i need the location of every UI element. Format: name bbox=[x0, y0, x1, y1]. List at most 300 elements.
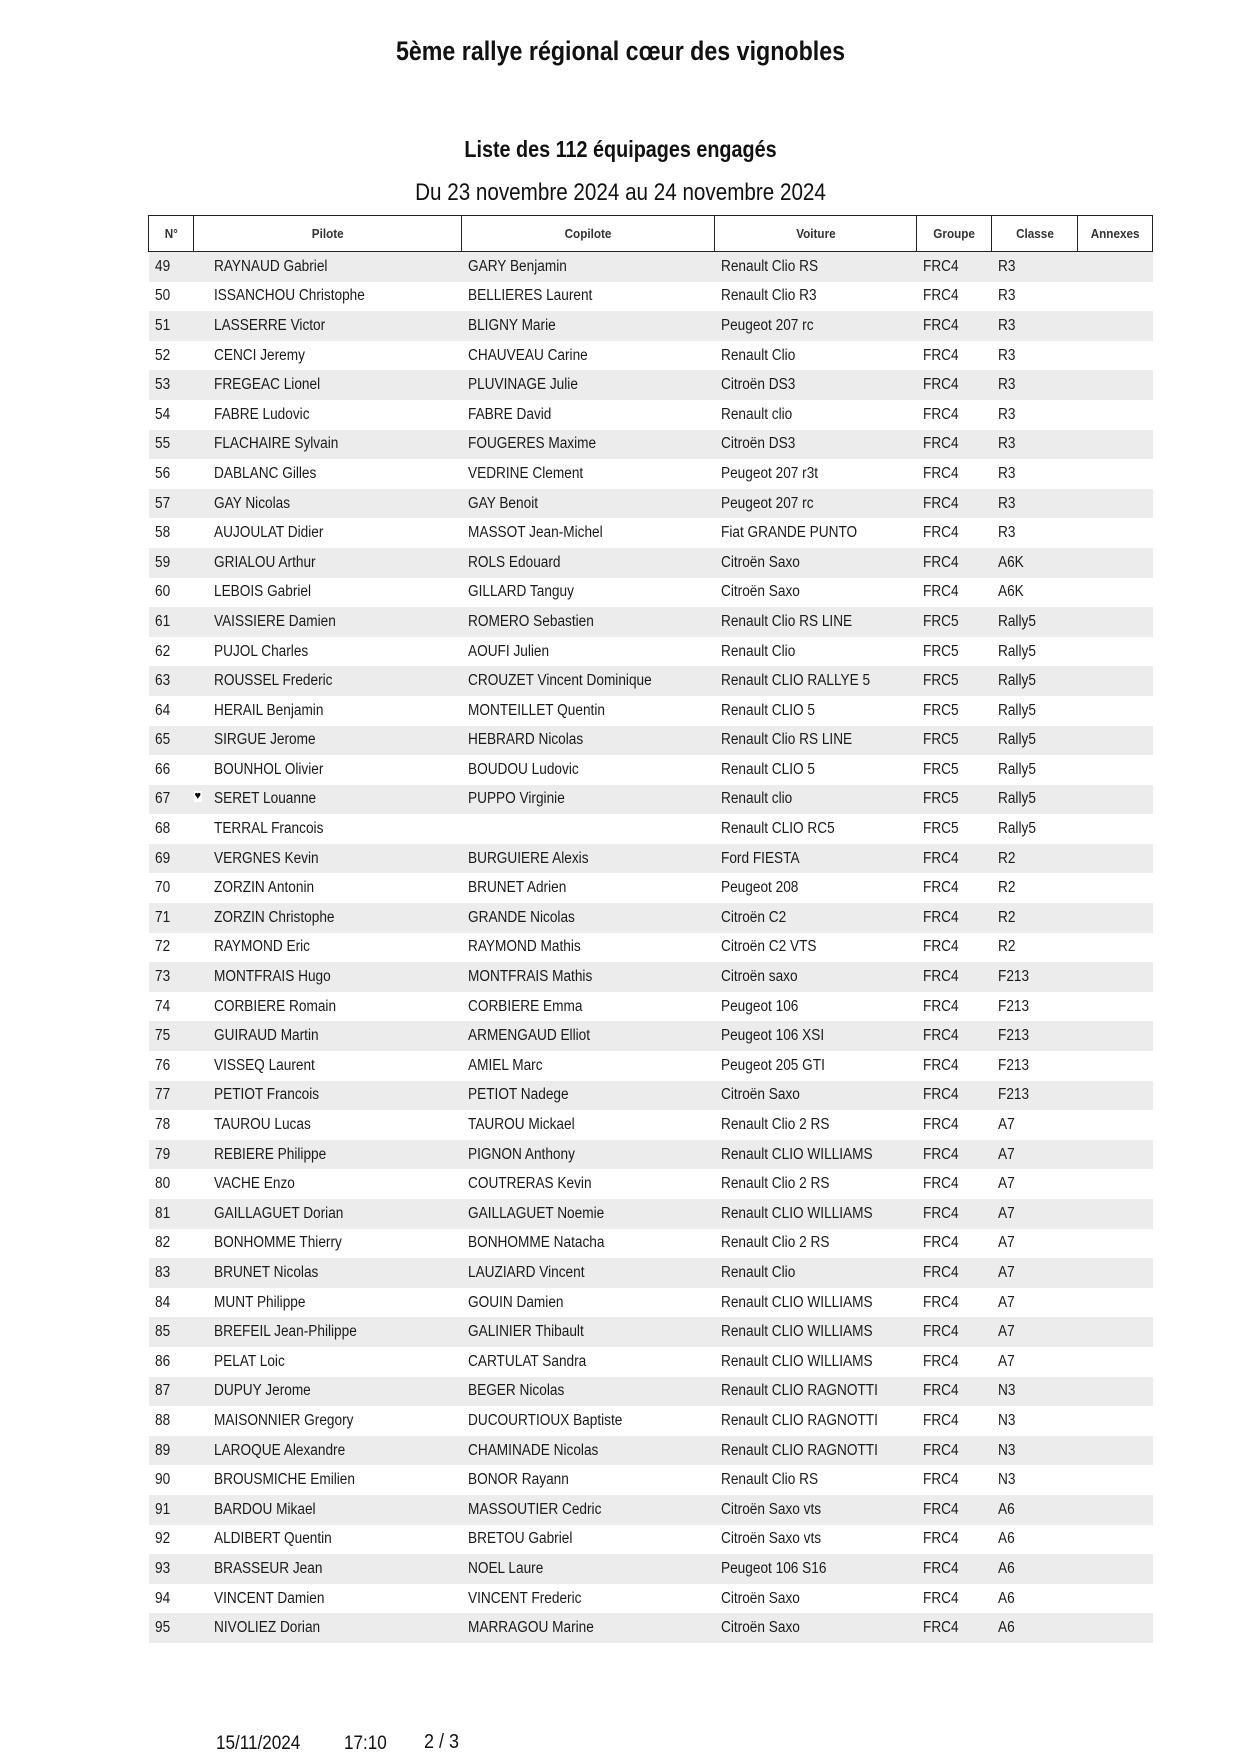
cell-pilote: CENCI Jeremy bbox=[194, 341, 462, 371]
table-row bbox=[149, 873, 1153, 903]
cell-classe: R3 bbox=[992, 489, 1078, 519]
cell-num: 53 bbox=[149, 370, 194, 400]
cell-annexes bbox=[1078, 1169, 1153, 1199]
cell-copilote: GALINIER Thibault bbox=[462, 1317, 715, 1347]
cell-pilote: PELAT Loic bbox=[194, 1347, 462, 1377]
cell-classe: A6 bbox=[992, 1525, 1078, 1555]
cell-groupe: FRC4 bbox=[917, 1317, 992, 1347]
cell-voiture: Citroën C2 VTS bbox=[715, 933, 917, 963]
cell-groupe: FRC4 bbox=[917, 548, 992, 578]
cell-pilote: VISSEQ Laurent bbox=[194, 1051, 462, 1081]
cell-copilote: BLIGNY Marie bbox=[462, 311, 715, 341]
cell-annexes bbox=[1078, 666, 1153, 696]
cell-num: 90 bbox=[149, 1465, 194, 1495]
cell-voiture: Citroën Saxo bbox=[715, 1584, 917, 1614]
cell-voiture: Peugeot 208 bbox=[715, 873, 917, 903]
cell-voiture: Renault CLIO WILLIAMS bbox=[715, 1317, 917, 1347]
cell-pilote: BOUNHOL Olivier bbox=[194, 755, 462, 785]
cell-pilote: FABRE Ludovic bbox=[194, 400, 462, 430]
table-row bbox=[149, 1584, 1153, 1614]
cell-pilote: CORBIERE Romain bbox=[194, 992, 462, 1022]
table-row bbox=[149, 666, 1153, 696]
cell-classe: N3 bbox=[992, 1377, 1078, 1407]
table-row bbox=[149, 607, 1153, 637]
cell-groupe: FRC5 bbox=[917, 696, 992, 726]
table-row bbox=[149, 282, 1153, 312]
cell-voiture: Citroën Saxo vts bbox=[715, 1525, 917, 1555]
cell-num: 65 bbox=[149, 726, 194, 756]
table-row bbox=[149, 370, 1153, 400]
table-row bbox=[149, 726, 1153, 756]
cell-groupe: FRC4 bbox=[917, 1140, 992, 1170]
cell-num: 60 bbox=[149, 578, 194, 608]
cell-voiture: Peugeot 106 XSI bbox=[715, 1021, 917, 1051]
cell-copilote: PIGNON Anthony bbox=[462, 1140, 715, 1170]
cell-classe: R2 bbox=[992, 844, 1078, 874]
cell-groupe: FRC5 bbox=[917, 607, 992, 637]
cell-annexes bbox=[1078, 430, 1153, 460]
cell-groupe: FRC4 bbox=[917, 1525, 992, 1555]
cell-copilote: ROLS Edouard bbox=[462, 548, 715, 578]
cell-voiture: Renault Clio R3 bbox=[715, 282, 917, 312]
cell-copilote bbox=[462, 814, 715, 844]
cell-copilote: BELLIERES Laurent bbox=[462, 282, 715, 312]
table-row bbox=[149, 962, 1153, 992]
cell-classe: R2 bbox=[992, 933, 1078, 963]
table-row bbox=[149, 578, 1153, 608]
cell-num: 91 bbox=[149, 1495, 194, 1525]
cell-annexes bbox=[1078, 1377, 1153, 1407]
cell-copilote: MASSOUTIER Cedric bbox=[462, 1495, 715, 1525]
cell-groupe: FRC4 bbox=[917, 1584, 992, 1614]
cell-voiture: Peugeot 207 r3t bbox=[715, 459, 917, 489]
cell-annexes bbox=[1078, 1051, 1153, 1081]
table-row bbox=[149, 1021, 1153, 1051]
cell-classe: A7 bbox=[992, 1347, 1078, 1377]
cell-pilote: PUJOL Charles bbox=[194, 637, 462, 667]
cell-pilote: ISSANCHOU Christophe bbox=[194, 282, 462, 312]
cell-num: 79 bbox=[149, 1140, 194, 1170]
cell-num: 88 bbox=[149, 1406, 194, 1436]
cell-copilote: MARRAGOU Marine bbox=[462, 1613, 715, 1643]
cell-num: 76 bbox=[149, 1051, 194, 1081]
footer-time: 17:10 bbox=[344, 1733, 387, 1754]
cell-num: 66 bbox=[149, 755, 194, 785]
cell-annexes bbox=[1078, 696, 1153, 726]
cell-annexes bbox=[1078, 1021, 1153, 1051]
cell-annexes bbox=[1078, 814, 1153, 844]
cell-groupe: FRC4 bbox=[917, 1436, 992, 1466]
cell-copilote: BONOR Rayann bbox=[462, 1465, 715, 1495]
cell-classe: Rally5 bbox=[992, 755, 1078, 785]
table-row bbox=[149, 903, 1153, 933]
cell-pilote: MONTFRAIS Hugo bbox=[194, 962, 462, 992]
cell-voiture: Peugeot 207 rc bbox=[715, 489, 917, 519]
cell-num: 59 bbox=[149, 548, 194, 578]
cell-groupe: FRC4 bbox=[917, 1613, 992, 1643]
cell-voiture: Renault Clio bbox=[715, 341, 917, 371]
table-row bbox=[149, 844, 1153, 874]
cell-pilote: ZORZIN Antonin bbox=[194, 873, 462, 903]
cell-voiture: Peugeot 207 rc bbox=[715, 311, 917, 341]
cell-num: 51 bbox=[149, 311, 194, 341]
cell-copilote: BURGUIERE Alexis bbox=[462, 844, 715, 874]
table-row bbox=[149, 459, 1153, 489]
entries-table bbox=[148, 215, 1153, 1643]
cell-classe: A7 bbox=[992, 1110, 1078, 1140]
cell-groupe: FRC4 bbox=[917, 903, 992, 933]
cell-annexes bbox=[1078, 992, 1153, 1022]
header-classe: Classe bbox=[992, 216, 1078, 252]
table-row bbox=[149, 341, 1153, 371]
cell-annexes bbox=[1078, 1258, 1153, 1288]
table-row bbox=[149, 1229, 1153, 1259]
cell-voiture: Citroën saxo bbox=[715, 962, 917, 992]
cell-groupe: FRC4 bbox=[917, 459, 992, 489]
cell-groupe: FRC4 bbox=[917, 341, 992, 371]
table-row bbox=[149, 1436, 1153, 1466]
cell-groupe: FRC4 bbox=[917, 933, 992, 963]
cell-copilote: FABRE David bbox=[462, 400, 715, 430]
cell-classe: N3 bbox=[992, 1406, 1078, 1436]
footer-date: 15/11/2024 bbox=[216, 1733, 301, 1754]
cell-copilote: CHAMINADE Nicolas bbox=[462, 1436, 715, 1466]
cell-classe: R2 bbox=[992, 903, 1078, 933]
cell-voiture: Renault Clio RS LINE bbox=[715, 726, 917, 756]
cell-groupe: FRC4 bbox=[917, 518, 992, 548]
cell-classe: A7 bbox=[992, 1288, 1078, 1318]
cell-classe: Rally5 bbox=[992, 607, 1078, 637]
cell-groupe: FRC4 bbox=[917, 1051, 992, 1081]
cell-voiture: Renault CLIO 5 bbox=[715, 755, 917, 785]
cell-voiture: Renault CLIO RALLYE 5 bbox=[715, 666, 917, 696]
cell-pilote: PETIOT Francois bbox=[194, 1081, 462, 1111]
document-subtitle: Liste des 112 équipages engagés bbox=[464, 136, 777, 162]
cell-voiture: Renault Clio 2 RS bbox=[715, 1169, 917, 1199]
cell-annexes bbox=[1078, 933, 1153, 963]
cell-num: 89 bbox=[149, 1436, 194, 1466]
cell-annexes bbox=[1078, 726, 1153, 756]
cell-annexes bbox=[1078, 1288, 1153, 1318]
cell-num: 87 bbox=[149, 1377, 194, 1407]
cell-classe: Rally5 bbox=[992, 785, 1078, 815]
cell-num: 84 bbox=[149, 1288, 194, 1318]
table-row bbox=[149, 1110, 1153, 1140]
cell-groupe: FRC4 bbox=[917, 252, 992, 282]
cell-voiture: Renault Clio 2 RS bbox=[715, 1229, 917, 1259]
cell-classe: R3 bbox=[992, 518, 1078, 548]
cell-copilote: PUPPO Virginie bbox=[462, 785, 715, 815]
cell-copilote: MASSOT Jean-Michel bbox=[462, 518, 715, 548]
cell-num: 62 bbox=[149, 637, 194, 667]
cell-pilote: TERRAL Francois bbox=[194, 814, 462, 844]
cell-annexes bbox=[1078, 1110, 1153, 1140]
cell-copilote: BOUDOU Ludovic bbox=[462, 755, 715, 785]
cell-groupe: FRC4 bbox=[917, 1347, 992, 1377]
cell-pilote: VERGNES Kevin bbox=[194, 844, 462, 874]
cell-classe: A6 bbox=[992, 1495, 1078, 1525]
cell-classe: A6 bbox=[992, 1613, 1078, 1643]
cell-copilote: MONTFRAIS Mathis bbox=[462, 962, 715, 992]
cell-num: 95 bbox=[149, 1613, 194, 1643]
cell-pilote: VACHE Enzo bbox=[194, 1169, 462, 1199]
cell-groupe: FRC4 bbox=[917, 489, 992, 519]
cell-classe: F213 bbox=[992, 962, 1078, 992]
table-body bbox=[149, 252, 1153, 1643]
cell-pilote: BONHOMME Thierry bbox=[194, 1229, 462, 1259]
cell-classe: R2 bbox=[992, 873, 1078, 903]
cell-groupe: FRC4 bbox=[917, 1021, 992, 1051]
cell-copilote: AMIEL Marc bbox=[462, 1051, 715, 1081]
cell-voiture: Renault Clio bbox=[715, 1258, 917, 1288]
cell-num: 52 bbox=[149, 341, 194, 371]
cell-annexes bbox=[1078, 370, 1153, 400]
cell-pilote: ALDIBERT Quentin bbox=[194, 1525, 462, 1555]
cell-voiture: Peugeot 205 GTI bbox=[715, 1051, 917, 1081]
table-row bbox=[149, 1495, 1153, 1525]
cell-voiture: Citroën C2 bbox=[715, 903, 917, 933]
cell-voiture: Citroën Saxo bbox=[715, 548, 917, 578]
cell-copilote: AOUFI Julien bbox=[462, 637, 715, 667]
cell-pilote: FREGEAC Lionel bbox=[194, 370, 462, 400]
cell-copilote: ARMENGAUD Elliot bbox=[462, 1021, 715, 1051]
table-row bbox=[149, 1377, 1153, 1407]
cell-classe: Rally5 bbox=[992, 814, 1078, 844]
cell-groupe: FRC4 bbox=[917, 578, 992, 608]
cell-pilote: BRUNET Nicolas bbox=[194, 1258, 462, 1288]
cell-annexes bbox=[1078, 1465, 1153, 1495]
cell-annexes bbox=[1078, 903, 1153, 933]
table-row bbox=[149, 430, 1153, 460]
cell-copilote: GARY Benjamin bbox=[462, 252, 715, 282]
cell-num: 81 bbox=[149, 1199, 194, 1229]
cell-groupe: FRC5 bbox=[917, 726, 992, 756]
cell-num: 72 bbox=[149, 933, 194, 963]
cell-pilote: DABLANC Gilles bbox=[194, 459, 462, 489]
header-voiture: Voiture bbox=[715, 216, 917, 252]
cell-copilote: COUTRERAS Kevin bbox=[462, 1169, 715, 1199]
cell-voiture: Renault CLIO WILLIAMS bbox=[715, 1347, 917, 1377]
cell-pilote: TAUROU Lucas bbox=[194, 1110, 462, 1140]
table-row bbox=[149, 1406, 1153, 1436]
cell-classe: A7 bbox=[992, 1169, 1078, 1199]
cell-num: 86 bbox=[149, 1347, 194, 1377]
table-row bbox=[149, 755, 1153, 785]
cell-pilote: ROUSSEL Frederic bbox=[194, 666, 462, 696]
cell-classe: A7 bbox=[992, 1199, 1078, 1229]
cell-pilote: VAISSIERE Damien bbox=[194, 607, 462, 637]
cell-voiture: Peugeot 106 bbox=[715, 992, 917, 1022]
cell-copilote: BONHOMME Natacha bbox=[462, 1229, 715, 1259]
table-row bbox=[149, 1258, 1153, 1288]
cell-annexes bbox=[1078, 844, 1153, 874]
cell-classe: R3 bbox=[992, 341, 1078, 371]
cell-voiture: Renault Clio RS bbox=[715, 1465, 917, 1495]
header-annexes: Annexes bbox=[1078, 216, 1153, 252]
cell-groupe: FRC4 bbox=[917, 1406, 992, 1436]
table-row bbox=[149, 1465, 1153, 1495]
cell-annexes bbox=[1078, 1613, 1153, 1643]
table-row bbox=[149, 311, 1153, 341]
cell-copilote: HEBRARD Nicolas bbox=[462, 726, 715, 756]
cell-pilote: LASSERRE Victor bbox=[194, 311, 462, 341]
cell-num: 83 bbox=[149, 1258, 194, 1288]
cell-num: 93 bbox=[149, 1554, 194, 1584]
cell-classe: F213 bbox=[992, 1021, 1078, 1051]
cell-num: 85 bbox=[149, 1317, 194, 1347]
cell-annexes bbox=[1078, 489, 1153, 519]
cell-pilote: GAILLAGUET Dorian bbox=[194, 1199, 462, 1229]
cell-pilote: DUPUY Jerome bbox=[194, 1377, 462, 1407]
cell-classe: Rally5 bbox=[992, 726, 1078, 756]
cell-pilote: RAYMOND Eric bbox=[194, 933, 462, 963]
cell-voiture: Renault Clio RS bbox=[715, 252, 917, 282]
cell-groupe: FRC4 bbox=[917, 1081, 992, 1111]
cell-annexes bbox=[1078, 785, 1153, 815]
table-row bbox=[149, 1081, 1153, 1111]
cell-classe: A7 bbox=[992, 1317, 1078, 1347]
table-row bbox=[149, 1199, 1153, 1229]
cell-groupe: FRC4 bbox=[917, 1258, 992, 1288]
cell-groupe: FRC4 bbox=[917, 962, 992, 992]
cell-annexes bbox=[1078, 1406, 1153, 1436]
cell-classe: A6 bbox=[992, 1554, 1078, 1584]
cell-copilote: ROMERO Sebastien bbox=[462, 607, 715, 637]
cell-num: 75 bbox=[149, 1021, 194, 1051]
cell-classe: R3 bbox=[992, 282, 1078, 312]
cell-copilote: CORBIERE Emma bbox=[462, 992, 715, 1022]
cell-annexes bbox=[1078, 873, 1153, 903]
cell-pilote: FLACHAIRE Sylvain bbox=[194, 430, 462, 460]
cell-classe: R3 bbox=[992, 430, 1078, 460]
cell-classe: A7 bbox=[992, 1229, 1078, 1259]
cell-pilote: BREFEIL Jean-Philippe bbox=[194, 1317, 462, 1347]
cell-voiture: Citroën Saxo vts bbox=[715, 1495, 917, 1525]
cell-groupe: FRC5 bbox=[917, 755, 992, 785]
cell-pilote: MUNT Philippe bbox=[194, 1288, 462, 1318]
table-row bbox=[149, 933, 1153, 963]
cell-num: 49 bbox=[149, 252, 194, 282]
cell-groupe: FRC4 bbox=[917, 1229, 992, 1259]
cell-voiture: Citroën Saxo bbox=[715, 578, 917, 608]
cell-copilote: BEGER Nicolas bbox=[462, 1377, 715, 1407]
header-pilote: Pilote bbox=[194, 216, 462, 252]
cell-annexes bbox=[1078, 459, 1153, 489]
cell-pilote: SIRGUE Jerome bbox=[194, 726, 462, 756]
cell-num: 58 bbox=[149, 518, 194, 548]
header-copilote: Copilote bbox=[462, 216, 715, 252]
cell-annexes bbox=[1078, 755, 1153, 785]
cell-groupe: FRC4 bbox=[917, 1495, 992, 1525]
cell-groupe: FRC4 bbox=[917, 1377, 992, 1407]
cell-voiture: Renault clio bbox=[715, 400, 917, 430]
cell-num: 92 bbox=[149, 1525, 194, 1555]
cell-num: 63 bbox=[149, 666, 194, 696]
cell-classe: F213 bbox=[992, 992, 1078, 1022]
cell-groupe: FRC4 bbox=[917, 311, 992, 341]
cell-copilote: PLUVINAGE Julie bbox=[462, 370, 715, 400]
cell-voiture: Citroën DS3 bbox=[715, 370, 917, 400]
cell-annexes bbox=[1078, 1081, 1153, 1111]
cell-copilote: CROUZET Vincent Dominique bbox=[462, 666, 715, 696]
cell-annexes bbox=[1078, 1436, 1153, 1466]
cell-voiture: Ford FIESTA bbox=[715, 844, 917, 874]
cell-num: 69 bbox=[149, 844, 194, 874]
cell-copilote: GILLARD Tanguy bbox=[462, 578, 715, 608]
table-row bbox=[149, 400, 1153, 430]
cell-copilote: FOUGERES Maxime bbox=[462, 430, 715, 460]
cell-pilote: AUJOULAT Didier bbox=[194, 518, 462, 548]
cell-groupe: FRC4 bbox=[917, 1169, 992, 1199]
cell-num: 64 bbox=[149, 696, 194, 726]
cell-voiture: Renault CLIO WILLIAMS bbox=[715, 1199, 917, 1229]
cell-groupe: FRC4 bbox=[917, 992, 992, 1022]
cell-voiture: Citroën Saxo bbox=[715, 1081, 917, 1111]
header-num: N° bbox=[149, 216, 194, 252]
cell-copilote: MONTEILLET Quentin bbox=[462, 696, 715, 726]
cell-classe: A6K bbox=[992, 578, 1078, 608]
cell-copilote: DUCOURTIOUX Baptiste bbox=[462, 1406, 715, 1436]
table-row bbox=[149, 1288, 1153, 1318]
cell-copilote: TAUROU Mickael bbox=[462, 1110, 715, 1140]
cell-copilote: CHAUVEAU Carine bbox=[462, 341, 715, 371]
cell-annexes bbox=[1078, 1140, 1153, 1170]
cell-classe: R3 bbox=[992, 311, 1078, 341]
cell-annexes bbox=[1078, 1584, 1153, 1614]
cell-groupe: FRC4 bbox=[917, 1110, 992, 1140]
table-row bbox=[149, 548, 1153, 578]
cell-classe: N3 bbox=[992, 1436, 1078, 1466]
cell-groupe: FRC4 bbox=[917, 1288, 992, 1318]
cell-voiture: Fiat GRANDE PUNTO bbox=[715, 518, 917, 548]
cell-annexes bbox=[1078, 341, 1153, 371]
cell-copilote: RAYMOND Mathis bbox=[462, 933, 715, 963]
cell-voiture: Renault CLIO WILLIAMS bbox=[715, 1288, 917, 1318]
table-row bbox=[149, 1169, 1153, 1199]
table-row bbox=[149, 992, 1153, 1022]
cell-groupe: FRC4 bbox=[917, 1465, 992, 1495]
cell-annexes bbox=[1078, 637, 1153, 667]
header-groupe: Groupe bbox=[917, 216, 992, 252]
cell-groupe: FRC4 bbox=[917, 282, 992, 312]
cell-num: 56 bbox=[149, 459, 194, 489]
cell-num: 50 bbox=[149, 282, 194, 312]
cell-pilote: ♥ SERET Louanne bbox=[194, 785, 462, 815]
cell-voiture: Renault CLIO RAGNOTTI bbox=[715, 1406, 917, 1436]
table-row bbox=[149, 1140, 1153, 1170]
cell-classe: F213 bbox=[992, 1081, 1078, 1111]
cell-classe: A6K bbox=[992, 548, 1078, 578]
cell-annexes bbox=[1078, 1317, 1153, 1347]
table-row bbox=[149, 1347, 1153, 1377]
cell-voiture: Renault clio bbox=[715, 785, 917, 815]
table-row bbox=[149, 1525, 1153, 1555]
cell-voiture: Citroën Saxo bbox=[715, 1613, 917, 1643]
cell-num: 78 bbox=[149, 1110, 194, 1140]
cell-pilote: ZORZIN Christophe bbox=[194, 903, 462, 933]
cell-voiture: Renault CLIO RC5 bbox=[715, 814, 917, 844]
cell-classe: A7 bbox=[992, 1258, 1078, 1288]
table-row bbox=[149, 489, 1153, 519]
cell-num: 61 bbox=[149, 607, 194, 637]
heart-icon: ♥ bbox=[194, 789, 202, 802]
cell-classe: F213 bbox=[992, 1051, 1078, 1081]
cell-classe: Rally5 bbox=[992, 637, 1078, 667]
cell-pilote: BARDOU Mikael bbox=[194, 1495, 462, 1525]
cell-classe: Rally5 bbox=[992, 696, 1078, 726]
cell-copilote: VINCENT Frederic bbox=[462, 1584, 715, 1614]
cell-copilote: BRETOU Gabriel bbox=[462, 1525, 715, 1555]
